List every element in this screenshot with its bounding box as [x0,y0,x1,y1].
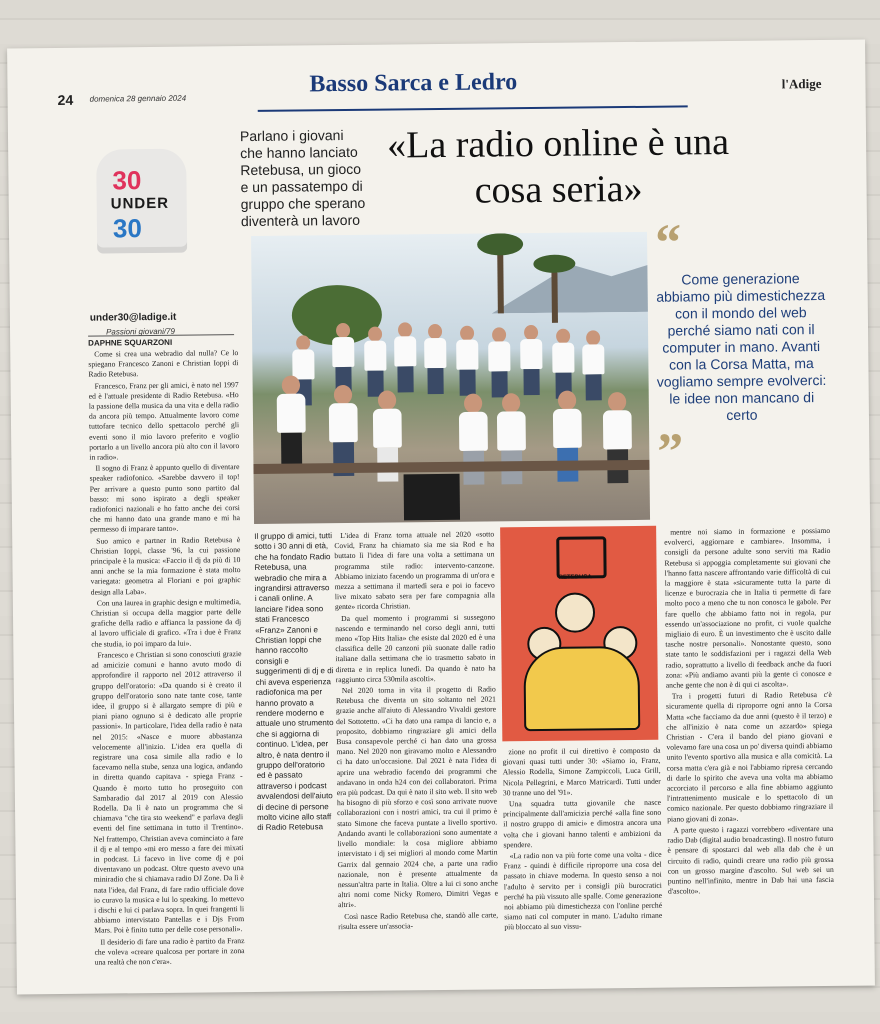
badge-number-bottom: 30 [112,213,143,244]
paragraph: Nel 2020 torna in vita il progetto di Radio Retebusa che diventa un sito soltanto nel 2021 grazie anche all'aiuto di Alessandro Vivaldi gestore del Sottotetto. «Ci ha dato una rampa di lancio e, a proposito, dobbiamo ringraziare gli amici della Busa consapevole perché ci han dato una grossa mano. Nel 2020 non giravamo molto e Alessandro ci ha dato un'occasione. Dal 2021 è nata l'idea di aprire una webradio facendo dei programmi che andavano in onda h24 con dei collaboratori. Prima era più podcast. Da qui è nato il sito web. Il sito web ha bisogno di più sforzo e così sono arrivate nuove collaborazioni con i nostri amici, tra cui il primo è stato Simone che faceva puntate a livello sportivo. Andando avanti le collaborazioni sono aumentate a livello mondiale: la cosa migliore abbiamo intervistato i dj sei migliori al mondo come Martin Garrix dal gennaio 2024 che, a parte una radio nazionale, non è presente attualmente da nessun'altra parte in Italia. Oltre a lui ci sono anche altri nomi come Nicky Romero, Dimitri Vegas e altri». [335,684,498,910]
article-column-1 [88,348,244,969]
paragraph: Così nasce Radio Retebusa che, standò alle carte, risulta essere un'associa- [338,909,499,931]
paragraph: Il sogno di Franz è appunto quello di diventare speaker radiofonico. «Sarebbe davvero il top! Per arrivare a questo punto sono partito dal basso: mi sono ispirato a degli speaker radiofonici nazionali e ho fatto anche dei corsi che mi hanno dato una grande mano e mi ha permesso di imparare tanto». [89,462,241,535]
paragraph: Il desiderio di fare una radio è partito da Franz che voleva «creare qualcosa per portare in zona una realtà che non c'era». [94,935,245,967]
section-title: Basso Sarca e Ledro [309,69,518,98]
speaker-box [404,474,460,521]
newspaper-page [7,40,875,995]
paragraph: «La radio non va più forte come una volta - dice Franz - quindi è difficile riproporre una cosa del passato in chiave moderna. In questo senso a noi l'adulto è servito per i consigli più burocratici perché ha più vissuto alle spalle. Come generazione noi abbiamo più dimestichezza con l'online perché siamo nati col computer in mano. L'adulto rimane più bloccato al suo vissu- [503,849,663,932]
retebusa-logo-icon [556,536,606,579]
palm-canopy [477,233,523,255]
author-byline: DAPHNE SQUARZONI [88,334,234,348]
badge-number-top: 30 [112,165,142,196]
open-quote-icon: “ [654,214,682,272]
series-label: Passioni giovani/79 [105,326,176,337]
paragraph: Suo amico e partner in Radio Retebusa è Christian Ioppi, classe '96, la cui passione principale è la musica: «Faccio il dj da più di 10 anni anche se la mia formazione è stata molto variegata: geometra al Floriani e poi graphic design alla Laba». [90,534,241,597]
paragraph: L'idea di Franz torna attuale nel 2020 «sotto Covid, Franz ha chiamato sia me sia Rod e ha buttato lì l'idea di fare una volta a settimana un programma stile radio: intervento-canzone. Abbiamo iniziato facendo un programma di un'ora e mezza a settimana il martedì sera e poi io facevo live mixato sabato sera per fare compagnia alla gente» ricorda Christian. [334,529,495,612]
paragraph: mentre noi siamo in formazione e possiamo evolverci, aggiornare e cambiare». Insomma, i consigli da persone adulte sono serviti ma Radio Retebusa si appoggia completamente sui giovani che l'hanno fatta nascere affrontando varie difficoltà di cui la maggiore è stata «sicuramente tutta la parte di licenze e burocrazia che in Italia ti permette di fare molto poco a meno che tu non conosca le gabole. Per fare quello che abbiamo fatto noi in regola, pur essendo un'associazione no profit, ci vuole qualche migliaio di euro. È un investimento che è uscito dalle tasche nostre personali». Nonostante questo, sono state tanto le soddisfazioni per i ragazzi della Web radio, soprattutto a livello di feedback anche da fuori zona: «Più andiamo avanti più la gente ci conosce e anche gente che non è di qui ci ascolta». [664,525,832,690]
paragraph: Francesco, Franz per gli amici, è nato nel 1997 ed è l'attuale presidente di Radio Retebusa. «Ho la passione della musica da una vita e della radio da ancora più tempo. Attualmente lavoro come tuttofare tecnico dello spettacolo perché gli eventi sono il mio lavoro preferito e voglio portarlo a un livello ancora più alto con il lavoro in radio». [88,379,240,462]
article-subtitle: Parlano i giovani che hanno lanciato Retebusa, un gioco e un passatempo di gruppo che sperano diventerà un lavoro [239,127,366,230]
under30-badge [88,136,205,277]
issue-date: domenica 28 gennaio 2024 [89,93,187,104]
close-quote-icon: ” [657,423,684,481]
paragraph: A parte questo i ragazzi vorrebbero «diventare una radio Dab (digital audio broadcasting). Il nostro futuro è pensare di spostarci dal web alla dab che è un circuito di radio, quindi creare una radio più grossa con un grosso margine d'ascolto. Sul web sei un puntino nell'infinito, mentre in Dab hai una fascia d'ascolto». [667,823,834,896]
article-headline: «La radio online è una cosa seria» [386,120,730,212]
pull-quote [654,214,828,481]
badge-under-label: UNDER [110,194,170,213]
cartoon-group-icon [523,646,640,731]
paragraph: Con una laurea in graphic design e multimedia, Christian si occupa della maggior parte delle grafiche della radio e affianca la passione da dj al lavoro ufficiale di grafico. «Tra i due è Franz che studia, io poi imparo da lui». [90,596,242,649]
paragraph: zione no profit il cui direttivo è composto da giovani quasi tutti under 30: «Siamo io, Franz, Alessio Rodella, Simone Zampiccoli, Luca Grill, Nicola Pellegrini, e Marco Matricardi. Tutti under 30 tranne uno del '91». [502,745,661,798]
paragraph: Tra i progetti futuri di Radio Retebusa c'è sicuramente quella di riproporre ogni anno la Corsa Matta «che facciamo da due anni (questo è il terzo) e che all'inizio è nata come un azzardo» spiega Christian - C'era il bando del piano giovani e volevamo fare una cosa un po' diversa quindi abbiamo unito l'evento sportivo alla musica e alla comicità. La corsa matta c'era già e noi l'abbiamo ripresa cercando di darle lo spirito che aveva una volta ma abbiamo accorciato il percorso e alla fine abbiamo aggiunto l'intrattenimento musicale e lo spettacolo di un comico nazionale. Per questo dobbiamo ringraziare il piano giovani di zona». [665,690,834,824]
article-column-5 [664,526,834,898]
header-rule [258,105,688,112]
page-number: 24 [57,91,74,108]
paragraph: Una squadra tutta giovanile che nasce principalmente dall'amicizia perché «alla fine sono il nostro gruppo di amici» e dimostra ancora una volta che i giovani hanno talenti e ambizioni da spendere. [503,797,662,850]
cartoon-face-icon [555,592,595,632]
article-column-3 [334,529,498,933]
retebusa-poster [500,526,658,742]
contact-email: under30@ladige.it [89,311,177,324]
paragraph: Francesco e Christian si sono conosciuti grazie ad amicizie comuni e hanno avuto modo di approfondire il rapporto nel 2012 attraverso il gruppo dell'oratorio: «Da quando si è creato il gruppo dell'oratorio sono nate tante cose, tante idee, il gruppo si è allargato sempre di più e piani piano ognuno si è dedicato alle proprie passioni». In particolare, l'idea della radio è nata nel 2015: «Nasce e muore abbastanza velocemente all'inizio. L'idea era quella di registrare una cosa simile alla radio e lo facevamo nella stube, senza una logica, andando in diretta quando capitava - spiega Franz - Quando è morto tutto ho proseguito con Sambaradio dal 2017 al 2019 con Alessio Rodella. Da lì è nato un programma che si chiamava "che tira sto weekend" e parlava degli eventi del fine settimana in tutto il Trentino». Nel frattempo, Christian aveva cominciato a fare il dj e al tempo «mi ero messo a fare dei mixati in podcast. Li facevo in live come dj e poi diventavano un podcast. Oltre questo avevo una miniradio che si chiamava radio DJ Zone. Da lì è nata l'idea, dal Franz, di fare radio ufficiale dove io curavo la musica e lui lo speaking. Io mettevo i dischi e lui ci parlava sopra. In quei frangenti li abbiamo intervistato Pantellas e i Djs From Mars. Poi è finito tutto per delle cose personali». [91,648,245,936]
paragraph: Da quel momento i programmi si sussegono nascendo e terminando nel corso degli anni, tutti meno «Top Hits Italia» che esiste dal 2020 ed è una classifica delle 20 canzoni più suonate dalle radio italiane dalla settimana che io trasmetto sabato in diretta e in replica lunedì. Da quando è nato ha raggiunto circa 530mila ascolti». [335,612,496,684]
group-photo [251,232,650,524]
newspaper-brand: l'Adige [781,75,822,92]
poster-label: RETEBUSA [558,574,592,581]
bench [253,460,649,474]
paragraph: Come si crea una webradio dal nulla? Ce lo spiegano Francesco Zanoni e Christian Ioppi di Radio Retebusa. [88,348,239,380]
article-column-4 [502,746,662,934]
pull-quote-text: Come generazione abbiamo più dimestichezza con il mondo del web perché siamo nati con il computer in mano. Avanti con la Corsa Matta, ma vogliamo sempre evolverci: le idee non mancano di certo [656,270,827,424]
photo-caption: Il gruppo di amici, tutti sotto i 30 anni di età, che ha fondato Radio Retebusa, una webradio che mira a ingrandirsi attraverso i canali online. A lanciare l'idea sono stati Francesco «Franz» Zanoni e Christian Ioppi che hanno raccolto consigli e suggerimenti di dj e di chi aveva esperienza radiofonica ma per hanno provato a rendere moderno e attuale uno strumento che si aggiorna di continuo. L'idea, per altro, è nata dentro il gruppo dell'oratorio ed è passato attraverso i podcast avvalendosi dell'aiuto di decine di persone molto vicine allo staff di Radio Retebusa [254,531,334,833]
page-header [57,56,837,114]
